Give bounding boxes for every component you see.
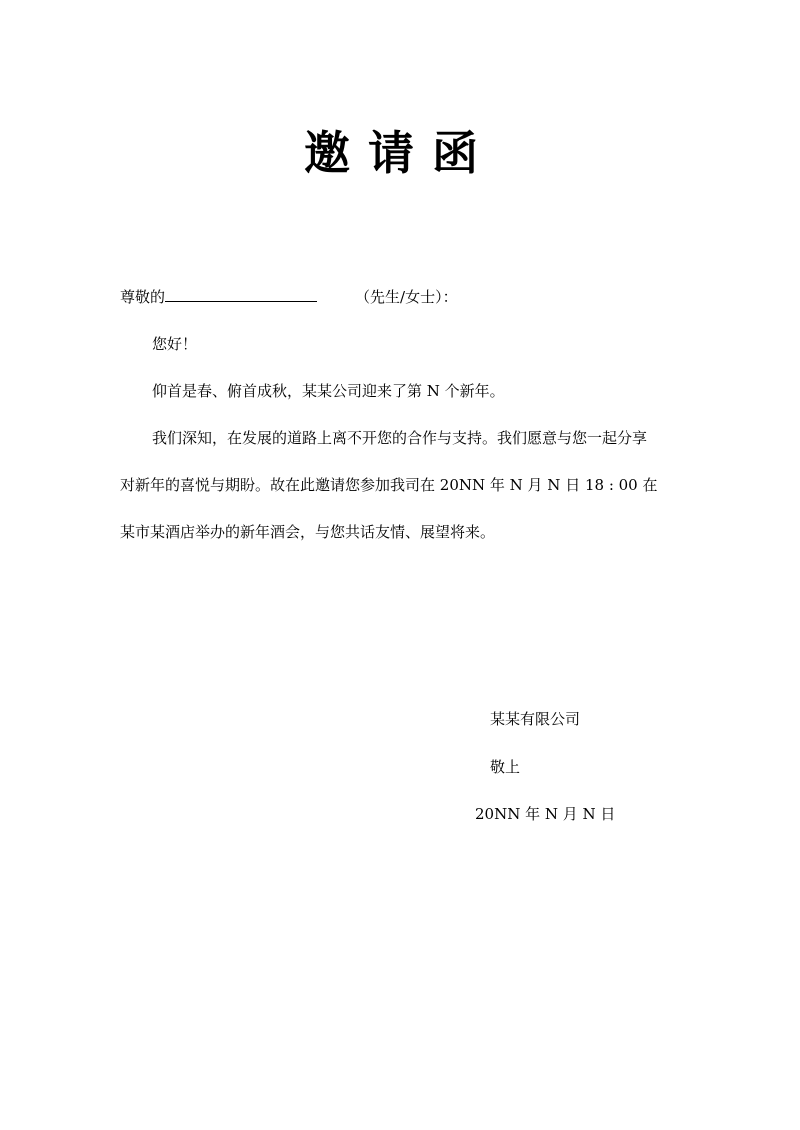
body-paragraph-2-line-2: 对新年的喜悦与期盼。故在此邀请您参加我司在 20NN 年 N 月 N 日 18 : 00 在 [120, 476, 658, 494]
greeting-text: 您好！ [152, 335, 198, 353]
body-paragraph-1: 仰首是春、俯首成秋，某某公司迎来了第 N 个新年。 [152, 382, 505, 400]
recipient-name-blank [165, 286, 317, 302]
salutation-suffix: （先生/女士）： [355, 288, 458, 306]
signature-closing: 敬上 [490, 758, 521, 776]
document-title: 邀请函 [304, 126, 496, 180]
body-paragraph-2-line-1: 我们深知，在发展的道路上离不开您的合作与支持。我们愿意与您一起分享 [152, 429, 648, 447]
signature-date: 20NN 年 N 月 N 日 [475, 805, 616, 823]
body-paragraph-2-line-3: 某市某酒店举办的新年酒会，与您共话友情、展望将来。 [120, 523, 496, 541]
salutation-prefix: 尊敬的 [120, 288, 166, 306]
signature-company: 某某有限公司 [490, 710, 581, 728]
salutation-line [120, 286, 458, 308]
